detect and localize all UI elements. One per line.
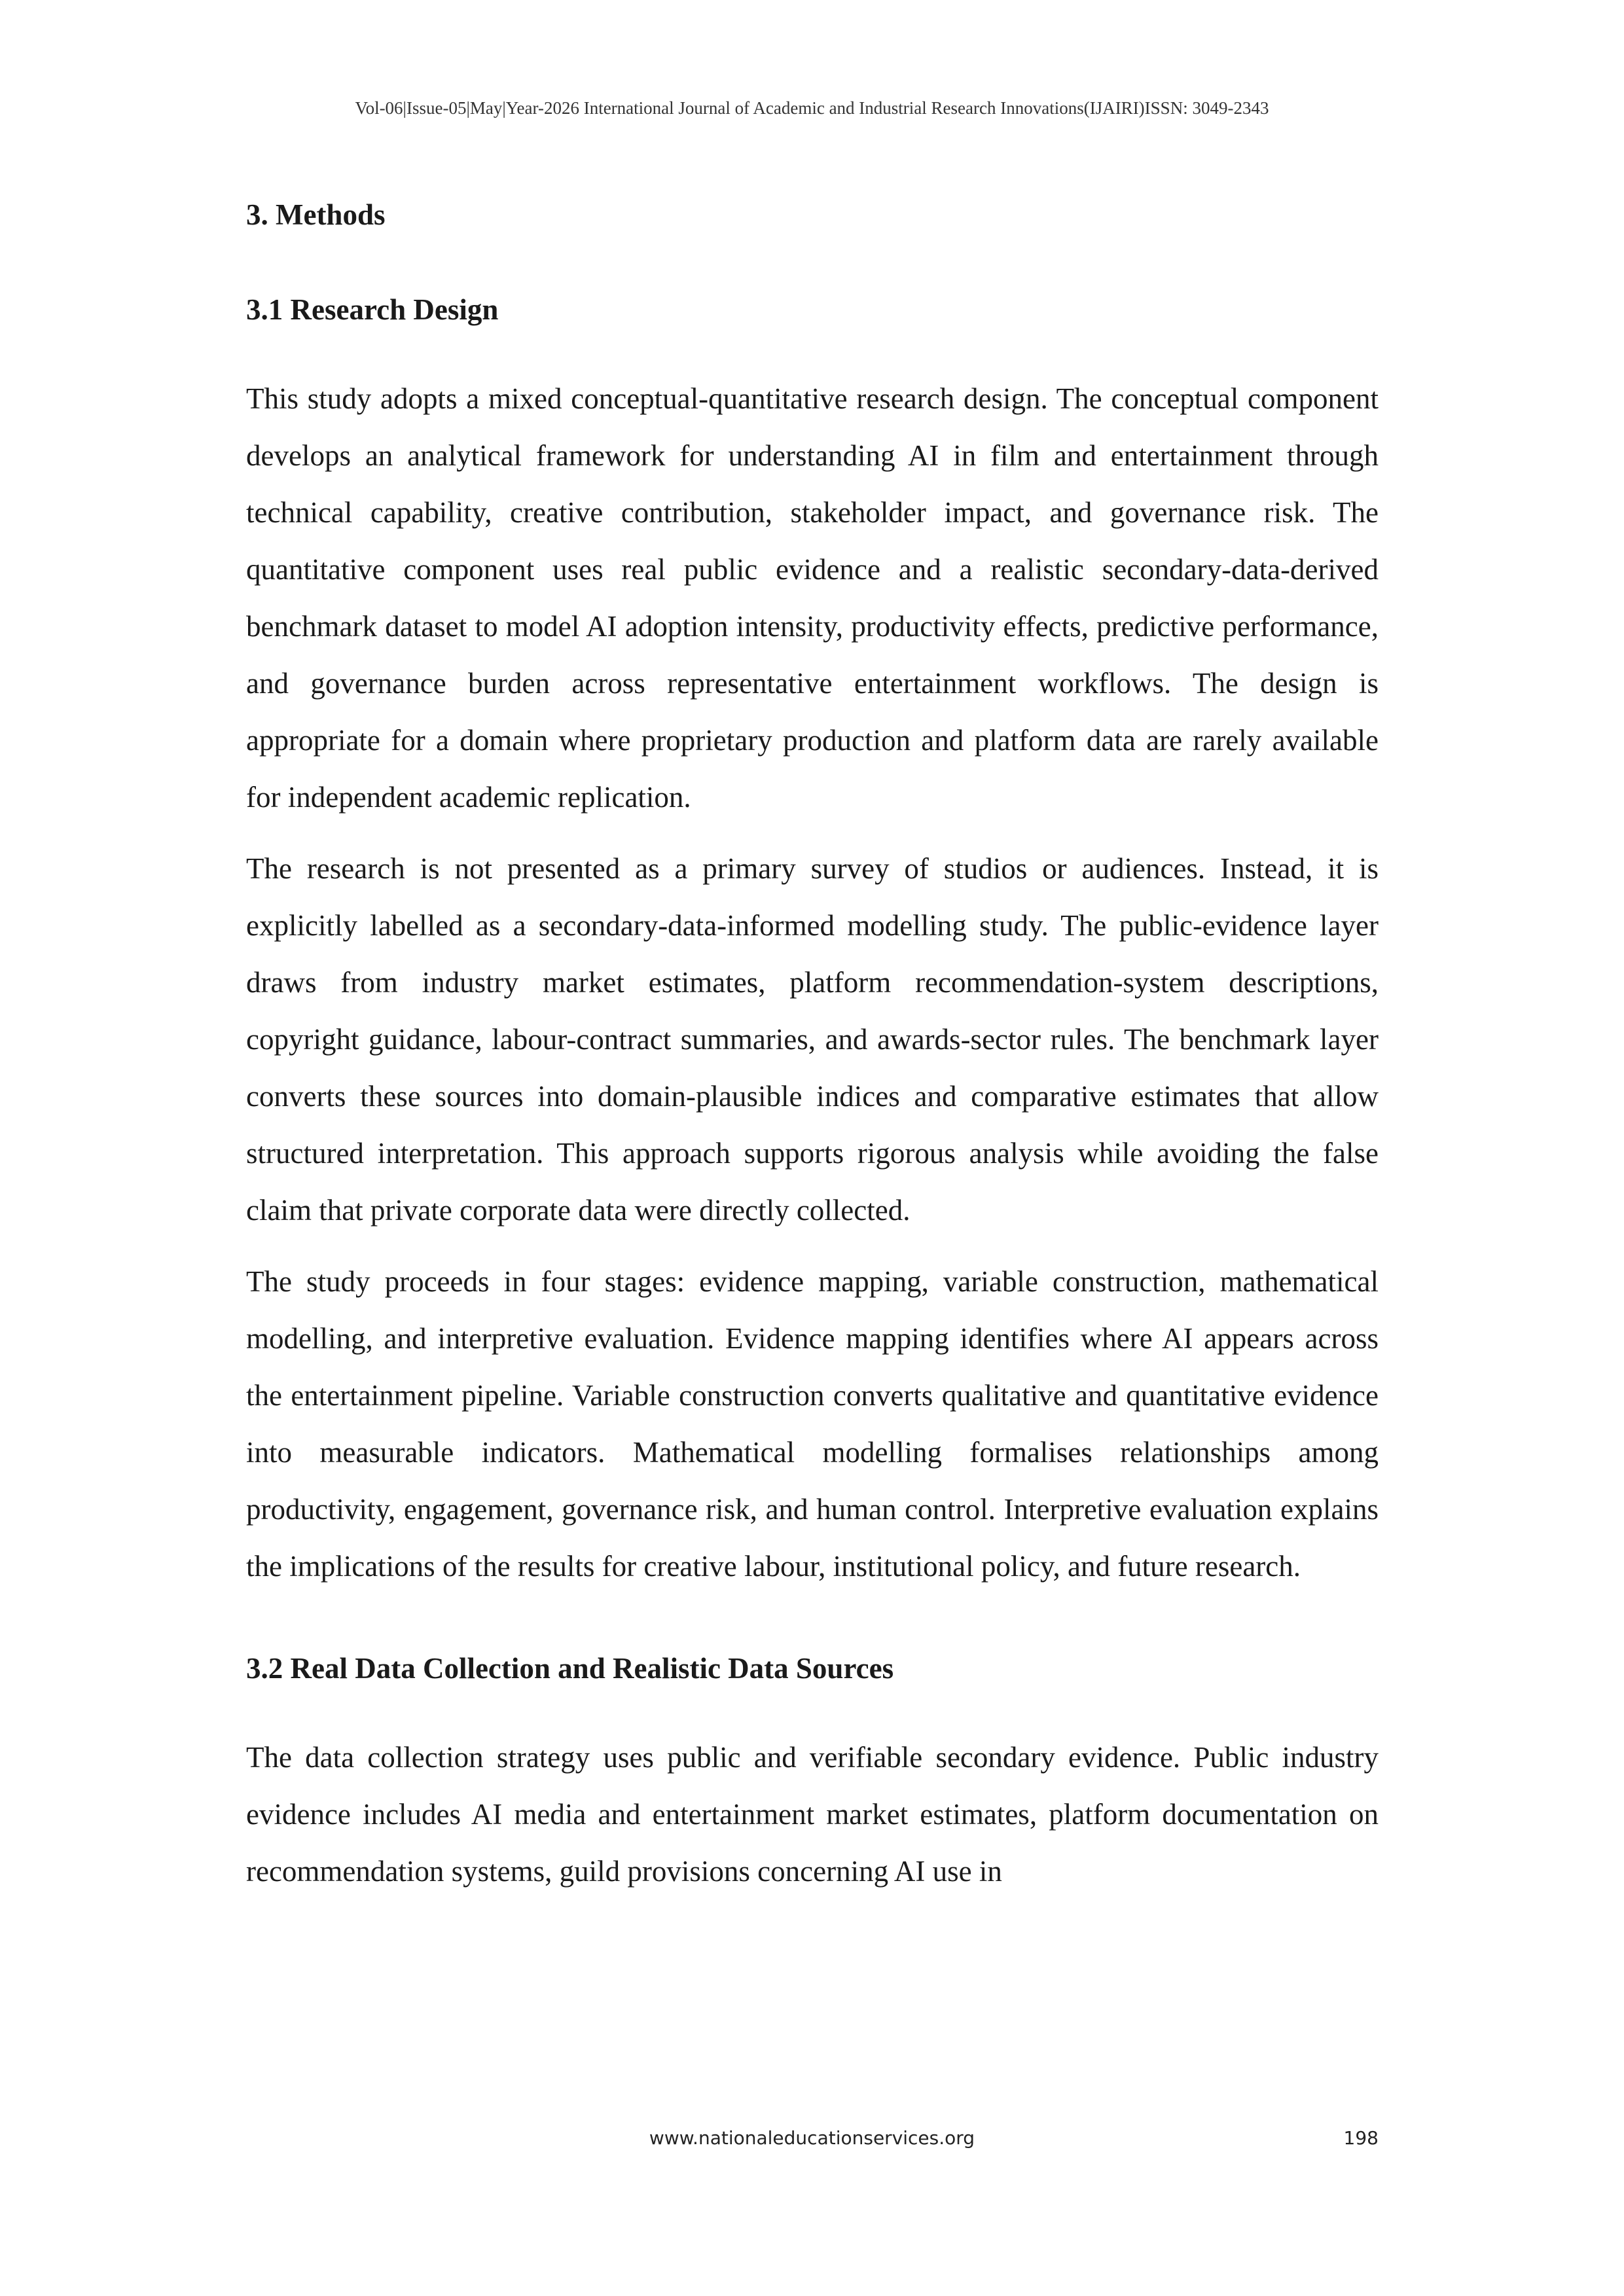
paragraph-research-design-2: The research is not presented as a primary survey of studios or audiences. Instead, it is explicitly labelled as a secondary-data-informed modelling study. The public-evidence layer draws from industry market estimates, platform recommendation-system descriptions, copyright guidance, labour-contract summaries, and awards-sector rules. The benchmark layer converts these sources into domain-plausible indices and comparative estimates that allow structured interpretation. This approach supports rigorous analysis while avoiding the false claim that private corporate data were directly collected.	[246, 852, 1379, 1227]
subsection-heading-data-collection: 3.2 Real Data Collection and Realistic Data Sources	[246, 1652, 894, 1685]
running-header: Vol-06|Issue-05|May|Year-2026 International Journal of Academic and Industrial Research Innovations(IJAIRI)ISSN: 3049-2343	[355, 98, 1269, 118]
subsection-heading-research-design: 3.1 Research Design	[246, 293, 499, 326]
paragraph-research-design-3: The study proceeds in four stages: evidence mapping, variable construction, mathematical modelling, and interpretive evaluation. Evidence mapping identifies where AI appears across the entertainment pipeline. Variable construction converts qualitative and quantitative evidence into measurable indicators. Mathematical modelling formalises relationships among productivity, engagement, governance risk, and human control. Interpretive evaluation explains the implications of the results for creative labour, institutional policy, and future research.	[246, 1265, 1379, 1583]
article-body	[246, 194, 1379, 1900]
page-number: 198	[1343, 2127, 1379, 2149]
paragraph-data-collection: The data collection strategy uses public and verifiable secondary evidence. Public industry evidence includes AI media and entertainment market estimates, platform documentation on recommendation systems, guild provisions concerning AI use in	[246, 1741, 1379, 1888]
paragraph-research-design-1: This study adopts a mixed conceptual-quantitative research design. The conceptual component develops an analytical framework for understanding AI in film and entertainment through technical capability, creative contribution, stakeholder impact, and governance risk. The quantitative component uses real public evidence and a realistic secondary-data-derived benchmark dataset to model AI adoption intensity, productivity effects, predictive performance, and governance burden across representative entertainment workflows. The design is appropriate for a domain where proprietary production and platform data are rarely available for independent academic replication.	[246, 382, 1379, 814]
section-heading-methods: 3. Methods	[246, 198, 386, 231]
footer-url-link[interactable]: www.nationaleducationservices.org	[649, 2127, 975, 2149]
